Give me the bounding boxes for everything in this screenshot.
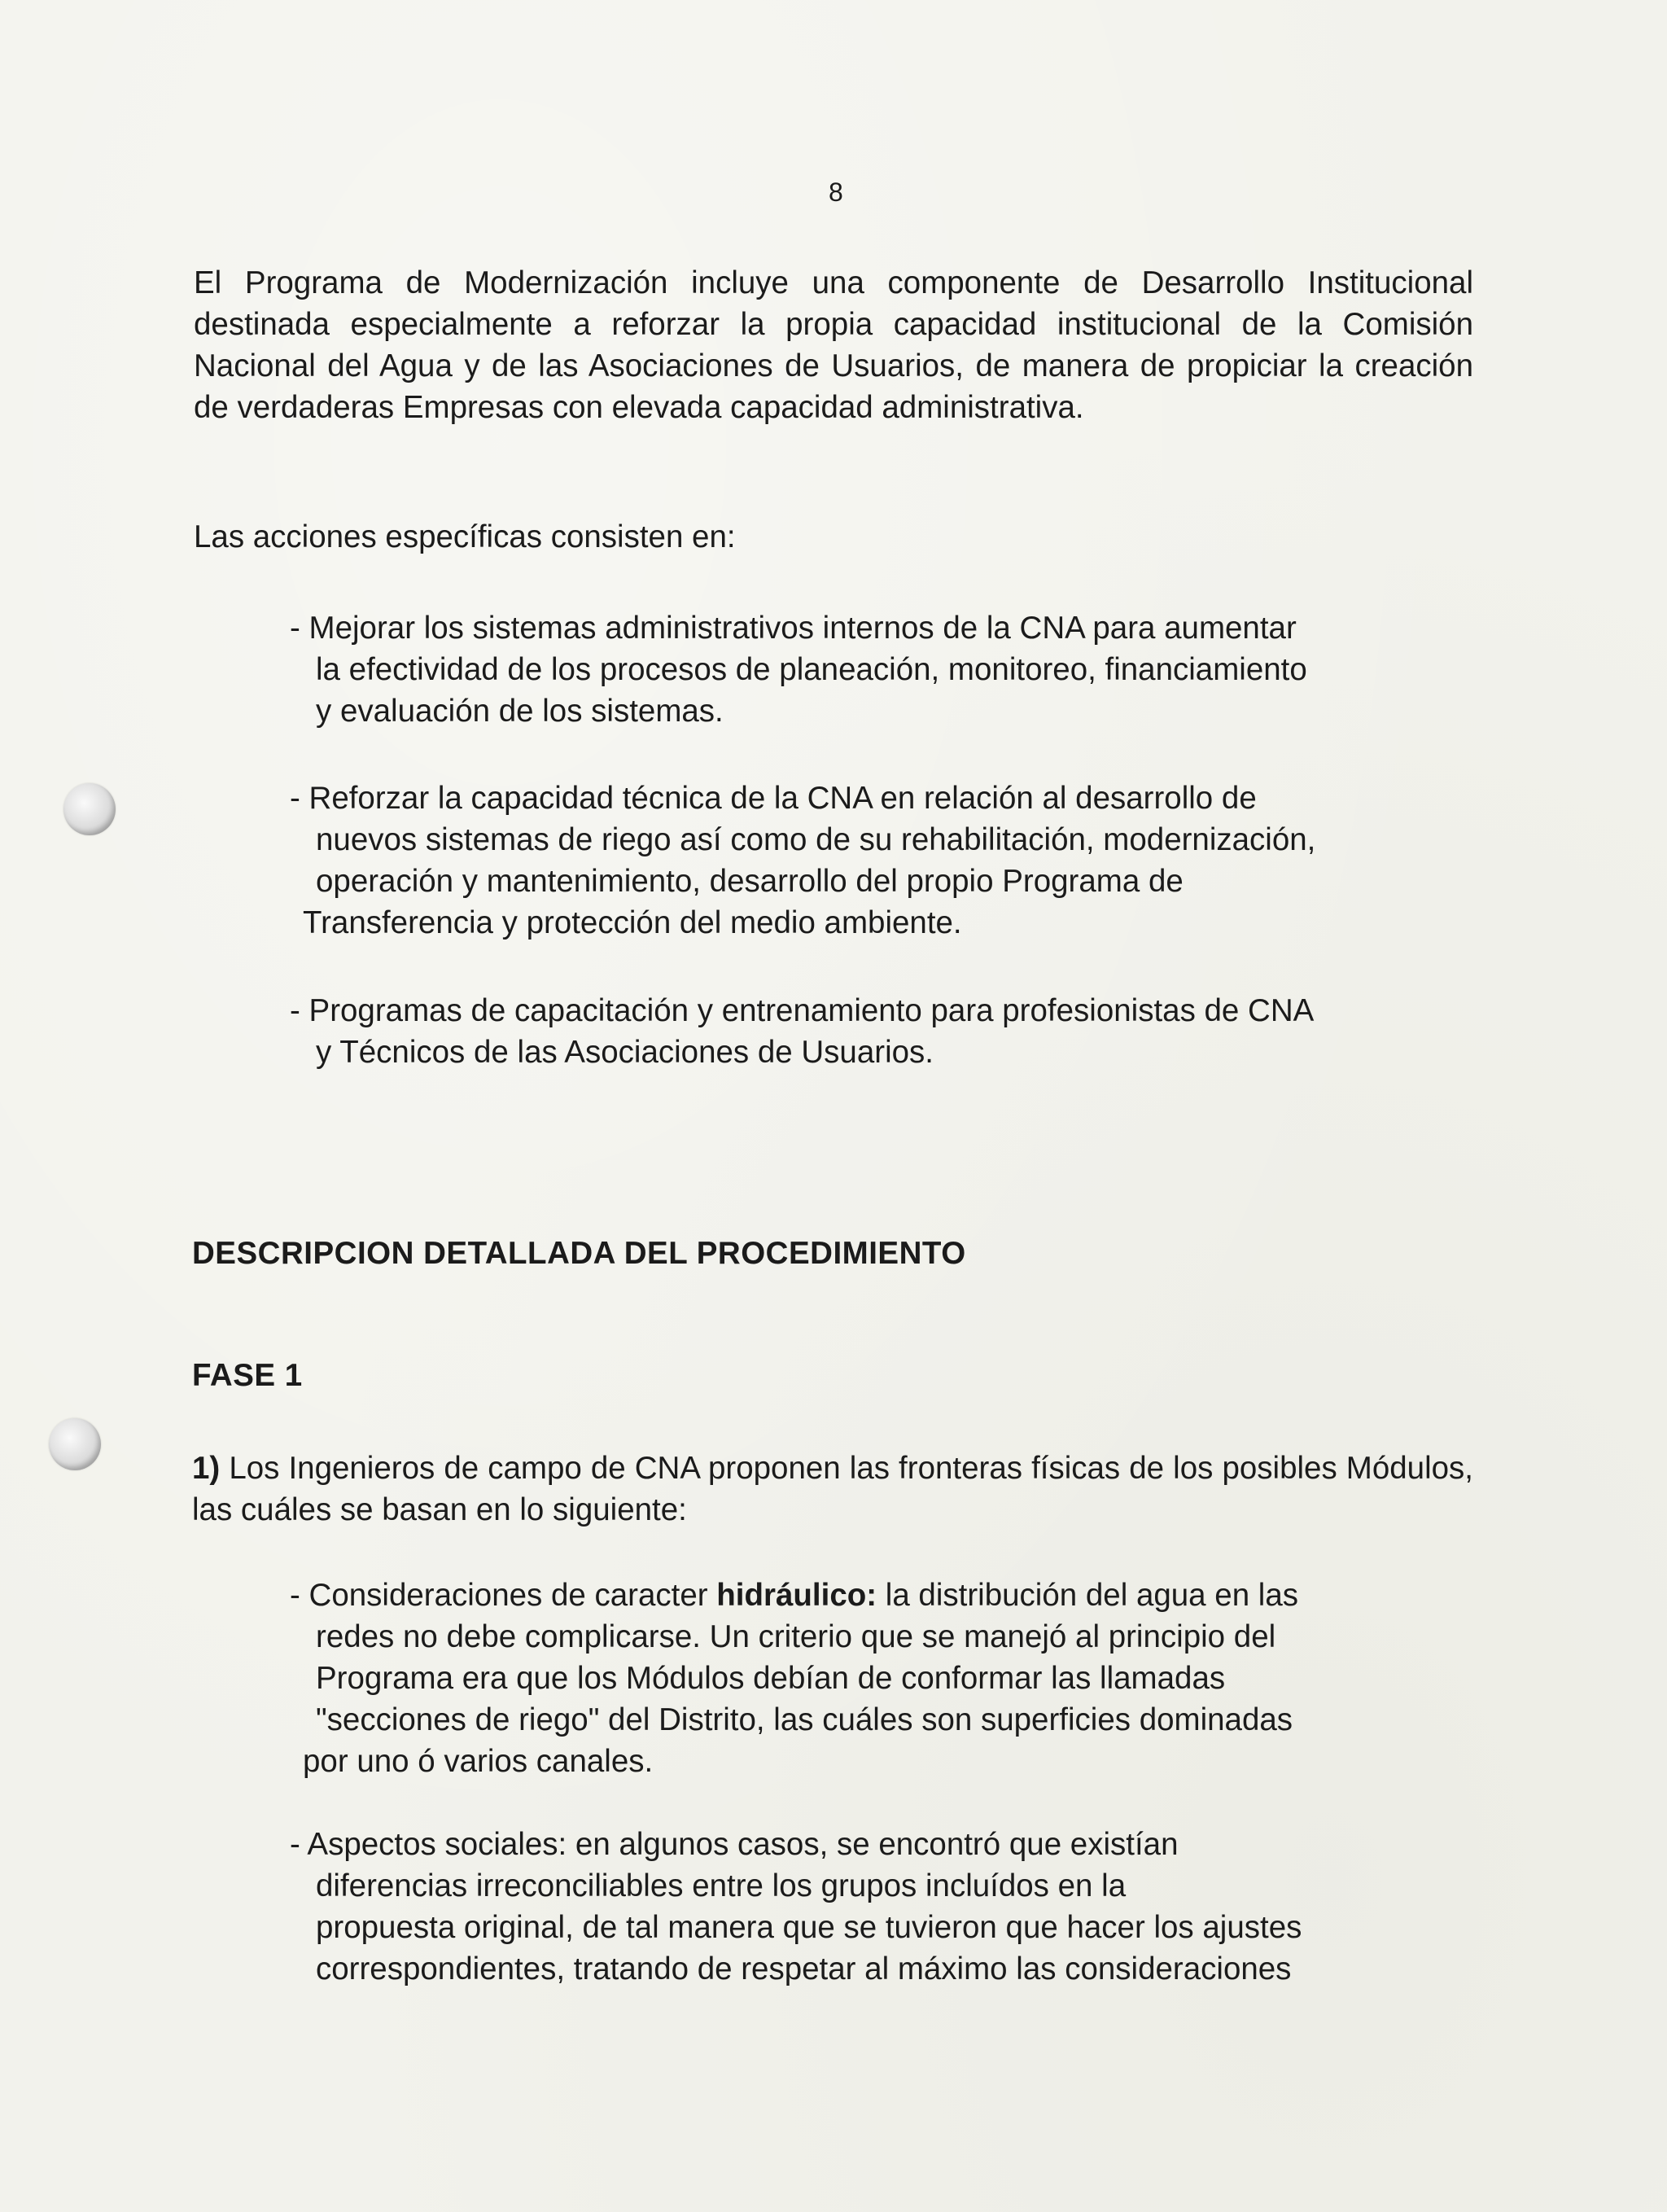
action-2-line-2: nuevos sistemas de riego así como de su rehabilitación, modernización, <box>316 822 1316 857</box>
actions-intro: Las acciones específicas consisten en: <box>194 519 736 554</box>
action-2-line-1: - Reforzar la capacidad técnica de la CNA en relación al desarrollo de <box>290 781 1257 816</box>
step-1-number: 1) <box>192 1451 221 1486</box>
consideration-2-line-2: diferencias irreconciliables entre los grupos incluídos en la <box>316 1868 1127 1903</box>
action-1-line-3: y evaluación de los sistemas. <box>316 694 724 729</box>
consideration-1-bold: hidráulico: <box>716 1578 877 1613</box>
action-3-line-2: y Técnicos de las Asociaciones de Usuarios. <box>316 1035 934 1070</box>
punch-hole-bottom <box>49 1418 101 1470</box>
consideration-item-1 <box>290 1575 1298 1782</box>
consideration-2-line-3: propuesta original, de tal manera que se tuvieron que hacer los ajustes <box>316 1910 1302 1945</box>
consideration-1-line-3: Programa era que los Módulos debían de conformar las llamadas <box>316 1661 1226 1696</box>
step-1-paragraph <box>192 1448 1473 1531</box>
punch-hole-top <box>63 783 116 835</box>
phase-heading: FASE 1 <box>192 1358 303 1393</box>
consideration-1-prefix: - Consideraciones de caracter <box>290 1578 717 1613</box>
action-item-3 <box>290 990 1314 1073</box>
consideration-item-2 <box>290 1824 1302 1990</box>
consideration-1-line-2: redes no debe complicarse. Un criterio que se manejó al principio del <box>316 1619 1276 1654</box>
intro-paragraph <box>194 262 1473 428</box>
step-1-text: Los Ingenieros de campo de CNA proponen las fronteras físicas de los posibles Módulos, las cuáles se basan en lo siguiente: <box>192 1451 1473 1527</box>
action-item-2 <box>290 777 1315 944</box>
consideration-1-line-1 <box>290 1575 1298 1616</box>
section-heading: DESCRIPCION DETALLADA DEL PROCEDIMIENTO <box>192 1236 966 1271</box>
intro-paragraph-text: El Programa de Modernización incluye una componente de Desarrollo Institucional destinada especialmente a reforzar la propia capacidad institucional de la Comisión Nacional del Agua y de las Asociaciones de Usuarios, de manera de propiciar la creación de verdaderas Empresas con elevada capacidad administrativa. <box>194 265 1473 425</box>
consideration-1-line-5: por uno ó varios canales. <box>303 1744 654 1779</box>
consideration-2-line-4: correspondientes, tratando de respetar al máximo las consideraciones <box>316 1951 1292 1986</box>
consideration-1-line-4: "secciones de riego" del Distrito, las cuáles son superficies dominadas <box>316 1702 1293 1737</box>
action-1-line-2: la efectividad de los procesos de planeación, monitoreo, financiamiento <box>316 652 1307 687</box>
action-2-line-3: operación y mantenimiento, desarrollo del propio Programa de <box>316 864 1184 899</box>
consideration-1-first-rest: la distribución del agua en las <box>877 1578 1299 1613</box>
action-1-line-1: - Mejorar los sistemas administrativos internos de la CNA para aumentar <box>290 611 1297 646</box>
action-2-line-4: Transferencia y protección del medio ambiente. <box>303 905 962 940</box>
action-3-line-1: - Programas de capacitación y entrenamiento para profesionistas de CNA <box>290 993 1315 1028</box>
page-number: 8 <box>829 177 844 207</box>
action-item-1 <box>290 607 1307 732</box>
consideration-2-line-1: - Aspectos sociales: en algunos casos, se encontró que existían <box>290 1827 1179 1862</box>
